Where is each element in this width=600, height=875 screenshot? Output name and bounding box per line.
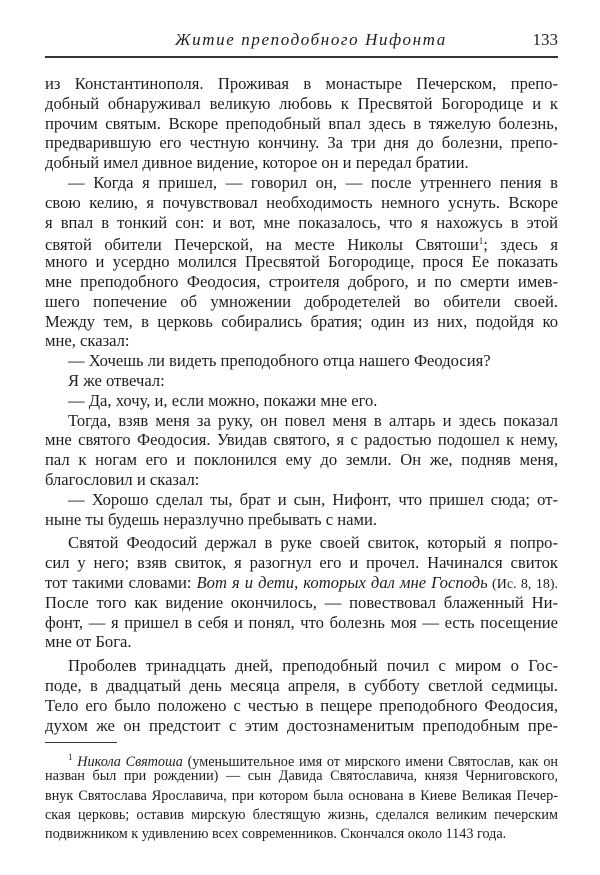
text-segment: внук Святослава Ярославича, при котором была основана в Киеве Великая Печер- [45,787,558,804]
footnotes [45,748,558,844]
text-segment: сил у него; взяв свиток, я разогнул его и прочел. Начинался свиток [45,553,558,573]
text-segment: тот такими словами: [45,572,197,592]
text-segment: мне от Бога. [45,632,132,652]
body-text [45,74,558,735]
text-segment: предварившую его честную кончину. За три дня до болезни, препо- [45,133,558,153]
footnote-rule [45,742,117,743]
text-segment: Тело его было положено с честью в пещере преподобного Феодосия, [45,695,558,715]
text-line [45,716,558,736]
text-segment: много и усердно молился Пресвятой Богородице, прося Ее показать [45,252,558,272]
text-segment: мне преподобного Феодосия, строителя доброго, и по смерти имев- [45,271,558,291]
text-segment: — Хорошо сделал ты, брат и сын, Нифонт, что пришел сюда; от- [68,489,558,509]
text-line [45,351,558,371]
text-line [45,490,558,510]
page-number: 133 [532,30,558,49]
footnote-line [45,787,558,806]
footnote-line [45,806,558,825]
italic-text: Никола Святоша [77,754,183,770]
text-segment: прочим святым. Вскоре преподобный впал здесь в тяжелую болезнь, [45,113,558,133]
text-segment: святой обители Печерской, на месте Николы Святоши [45,235,479,255]
text-line [45,553,558,573]
text-line [45,470,558,490]
text-segment: ныне ты будешь неразлучно пребывать с нами. [45,509,377,529]
text-line [45,133,558,153]
text-line [45,173,558,193]
text-line [45,510,558,530]
text-segment: фонт, — я пришел в себя и понял, что болезнь моя — есть посещение [45,612,558,632]
text-segment: ская церковь; оставив мирскую блестящую жизнь, сделался великим печерским [45,806,558,823]
text-segment: подвижником к удивлению всех современников. Скончался около 1143 года. [45,826,507,843]
text-segment: назван был при рождении) — сын Давида Святославича, князя Черниговского, [45,768,558,785]
footnote-marker: 1 [68,752,73,762]
footnote-line [45,825,558,844]
text-line [45,74,558,94]
text-segment: — Когда я пришел, — говорил он, — после утреннего пения в [68,172,558,192]
text-segment: ; здесь я [483,235,558,255]
text-segment: (Ис. 8, 18). [487,576,558,592]
text-line [45,312,558,332]
text-segment: свою келию, я почувствовал необходимость немного уснуть. Вскоре [45,192,558,212]
text-line [45,252,558,272]
running-title: Житие преподобного Нифонта [175,30,447,49]
text-segment: благословил и сказал: [45,469,200,489]
text-line [45,153,558,173]
text-line [45,573,558,593]
text-segment: шего попечение об умножении добродетелей во обители своей. [45,291,558,311]
text-line [45,213,558,233]
running-header [45,30,558,54]
text-segment: поде, в двадцатый день месяца апреля, в субботу светлой седмицы. [45,675,558,695]
text-line [45,613,558,633]
text-segment: мне, сказал: [45,331,130,351]
text-segment: духом же он предстоит с этим достознаменитым преподобным пре- [45,715,558,735]
text-segment: — Хочешь ли видеть преподобного отца нашего Феодосия? [68,351,491,371]
text-line [45,232,558,255]
text-segment: — Да, хочу, и, если можно, покажи мне его. [68,390,378,410]
text-line [45,331,558,351]
text-segment: пал к ногам его и поклонился ему до земли. Он же, подняв меня, [45,450,558,470]
text-segment: После того как видение окончилось, — повествовал блаженный Ни- [45,592,558,612]
footnote-marker: 1 [478,236,484,247]
text-line [45,193,558,213]
footnote-line [45,767,558,786]
text-line [45,533,558,553]
text-line [45,450,558,470]
text-segment: Святой Феодосий держал в руке своей свиток, который я попро- [68,533,558,553]
footnote-line [45,748,559,770]
text-line [45,114,558,134]
text-segment: Тогда, взяв меня за руку, он повел меня в алтарь и здесь показал [68,410,558,430]
text-line [45,430,558,450]
text-line [45,411,558,431]
header-rule [45,56,558,58]
text-line [45,632,558,652]
text-line [45,371,558,391]
text-segment: из Константинополя. Проживая в монастыре Печерском, препо- [45,74,558,93]
text-segment: добный имел дивное видение, которое он и передал братии. [45,153,469,173]
text-segment: Между тем, в церковь собирались братия; один из них, подойдя ко [45,311,558,331]
text-line [45,292,558,312]
text-segment: мне святого Феодосия. Увидав святого, я с радостью подошел к нему, [45,430,558,450]
text-line [45,272,558,292]
text-line [45,656,558,676]
italic-text: Вот я и дети, которых дал мне Господь [196,572,488,592]
text-segment: Проболев тринадцать дней, преподобный почил с миром о Гос- [68,656,558,676]
text-segment: добный обнаруживал великую любовь к Пресвятой Богородице и к [45,93,558,113]
text-line [45,593,558,613]
text-line [45,676,558,696]
text-line [45,696,558,716]
text-segment: Я же отвечал: [68,370,165,390]
text-segment: я впал в тонкий сон: и вот, мне показалось, что я нахожусь в этой [45,212,558,232]
text-segment: (уменьшительное имя от мирского имени Святослав, как он [182,754,559,770]
text-line [45,391,558,411]
text-line [45,94,558,114]
